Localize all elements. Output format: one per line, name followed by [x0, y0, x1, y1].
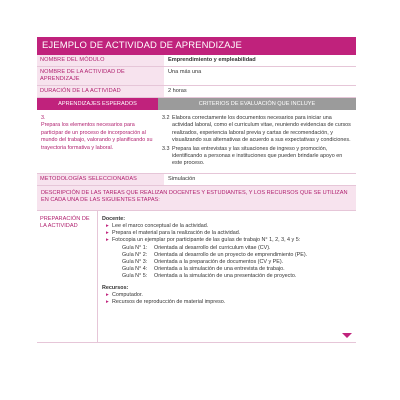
info-value: Una más una [168, 69, 202, 75]
guide-item: Guía N° 3: Orientada a la preparación de documentos (CV y PE). [122, 259, 284, 266]
guide-item: Guía N° 2: Orientada al desarrollo de un proyecto de emprendimiento (PE). [122, 251, 308, 258]
teacher-title: Docente: [102, 215, 126, 222]
criteria-list [158, 110, 356, 173]
list-item: ▸ Computador. [106, 291, 143, 298]
info-label: NOMBRE DE LA ACTIVIDAD DE APRENDIZAJE [37, 67, 164, 85]
list-item: ▸ Lee el marco conceptual de la actividad. [106, 223, 209, 230]
resources-title: Recursos: [102, 284, 129, 291]
criteria-text: Elabora correctamente los documentos necesarios para iniciar una actividad laboral, como el curriculum vitae, reuniendo evidencias de cursos realizados, experiencia laboral previa y cartas de recomendación, y visualizando sus alternativas de acuerdo a sus expectativas y condiciones. [172, 115, 351, 144]
learning-outcome [37, 110, 158, 173]
preparation-body [97, 211, 356, 342]
activity-sheet [37, 37, 356, 343]
learning-text: Prepara los elementos necesarios para participar de un proceso de incorporación al mundo del trabajo, valorando y planificando su trayectoria formativa y laboral. [41, 122, 153, 151]
info-label: DURACIÓN DE LA ACTIVIDAD [37, 86, 164, 97]
methodology-label: METODOLOGÍAS SELECCIONADAS [37, 174, 164, 185]
learning-row [37, 110, 356, 174]
preparation-row [37, 211, 356, 343]
methodology-row [37, 174, 356, 186]
guide-item: Guía N° 4: Orientada a la simulación de una entrevista de trabajo. [122, 266, 285, 273]
table-header [37, 98, 356, 110]
description-heading: DESCRIPCIÓN DE LAS TAREAS QUE REALIZAN DOCENTES Y ESTUDIANTES, Y LOS RECURSOS QUE SE UTILIZAN EN CADA UNA DE LAS SIGUIENTES ETAPAS: [37, 186, 356, 211]
learning-number: 3. [41, 115, 46, 121]
guide-item: Guía N° 1: Orientada al desarrollo del curriculum vitae (CV). [122, 244, 271, 251]
header-criteria: CRITERIOS DE EVALUACIÓN QUE INCLUYE [158, 98, 356, 110]
criteria-item [162, 146, 352, 168]
criteria-text: Prepara las entrevistas y las situaciones de ingreso y promoción, identificando a personas e instituciones que pueden brindarle apoyo en este proceso. [172, 145, 343, 167]
criteria-number: 3.2 [162, 115, 170, 121]
info-value: Emprendimiento y empleabilidad [168, 57, 256, 63]
page-title: EJEMPLO DE ACTIVIDAD DE APRENDIZAJE [37, 37, 356, 55]
triangle-right-icon: ▸ [106, 230, 109, 237]
triangle-down-icon [342, 333, 352, 338]
triangle-right-icon: ▸ [106, 223, 109, 230]
preparation-label: PREPARACIÓN DE LA ACTIVIDAD [40, 215, 90, 230]
criteria-number: 3.3 [162, 145, 170, 152]
info-label: NOMBRE DEL MÓDULO [37, 55, 164, 66]
triangle-right-icon: ▸ [106, 291, 109, 298]
list-item: ▸ Prepara el material para la realización de la actividad. [106, 230, 241, 237]
list-item: ▸ Fotocopia un ejemplar por participante de las guías de trabajo N° 1, 2, 3, 4 y 5: [106, 237, 301, 244]
triangle-right-icon: ▸ [106, 237, 109, 244]
criteria-item [162, 115, 352, 145]
methodology-value: Simulación [168, 175, 196, 182]
info-row-activity [37, 67, 356, 86]
header-learning: APRENDIZAJES ESPERADOS [37, 98, 158, 110]
info-row-module [37, 55, 356, 67]
triangle-right-icon: ▸ [106, 299, 109, 306]
info-row-duration [37, 86, 356, 98]
info-value: 2 horas [168, 88, 187, 94]
list-item: ▸ Recursos de reproducción de material impreso. [106, 299, 226, 306]
guide-item: Guía N° 5: Orientada a la simulación de una presentación de proyecto. [122, 273, 297, 280]
